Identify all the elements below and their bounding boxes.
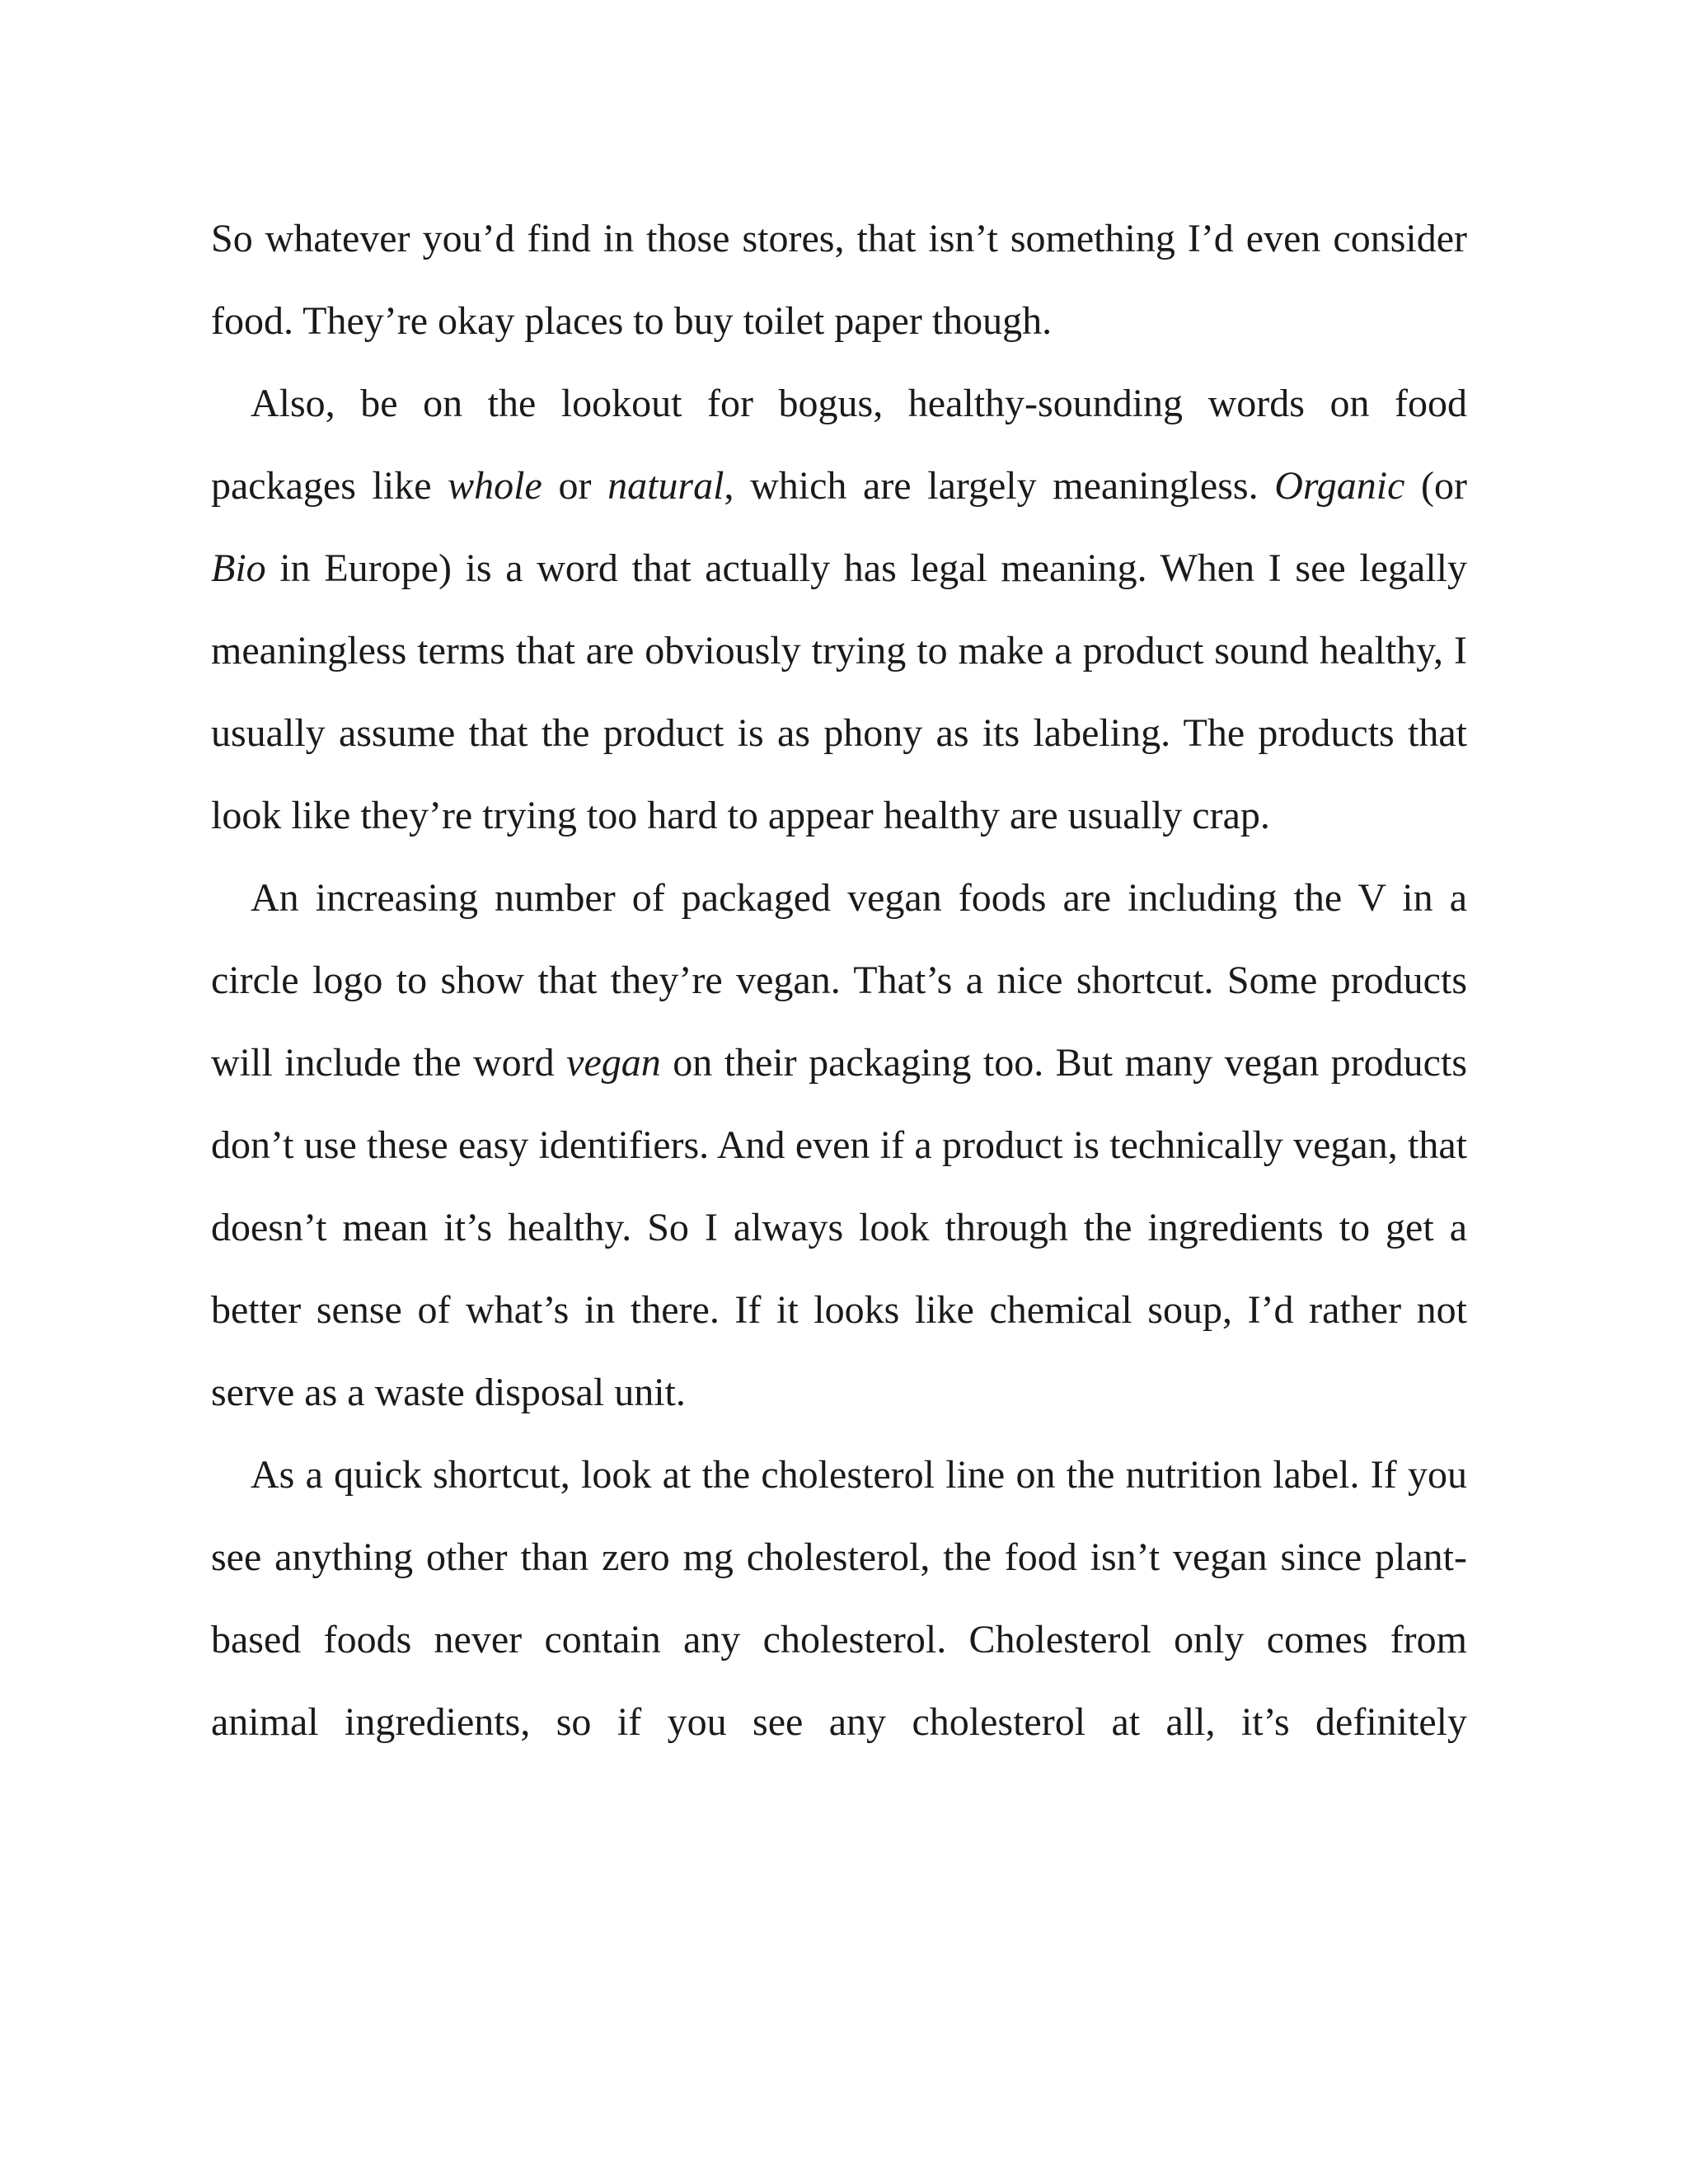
paragraph-bogus-labels (211, 363, 1467, 857)
italic-term-organic: Organic (1274, 464, 1405, 508)
text-run: on their packaging too. But many vegan products don’t use these easy identifiers. And even if a product is technically vegan, that doesn’t mean it’s healthy. So I always look through the ingredients to get a better sense of what’s in there. If it looks like chemical soup, I’d rather not serve as a waste disposal unit. (211, 1041, 1467, 1414)
text-run: Also, be on the lookout for bogus, healthy-sounding words on food packages like (211, 382, 1467, 508)
text-run: in Europe) is a word that actually has legal meaning. When I see legally meaningless terms that are obviously trying to make a product sound healthy, I usually assume that the product is as phony as its labeling. The products that look like they’re trying too hard to appear healthy are usually crap. (211, 546, 1467, 837)
italic-term-natural: natural (607, 464, 724, 508)
italic-term-vegan: vegan (566, 1041, 661, 1085)
paragraph-stores: So whatever you’d find in those stores, that isn’t something I’d even consider food. They’re okay places to buy toilet paper though. (211, 217, 1467, 343)
italic-term-whole: whole (448, 464, 542, 508)
italic-term-bio: Bio (211, 546, 266, 590)
paragraph-vegan-logo (211, 857, 1467, 1434)
document-page (211, 198, 1467, 1764)
text-run: or (542, 464, 608, 508)
text-run: An increasing number of packaged vegan foods are including the V in a circle logo to show that they’re vegan. That’s a nice shortcut. Some products will include the word (211, 876, 1467, 1085)
text-run: (or (1404, 464, 1468, 508)
paragraph-cholesterol: As a quick shortcut, look at the cholesterol line on the nutrition label. If you see anything other than zero mg cholesterol, the food isn’t vegan since plant-based foods never contain any cholesterol. Cholesterol only comes from animal ingredients, so if you see any cholesterol at all, it’s definitely (211, 1453, 1467, 1744)
text-run: , which are largely meaningless. (724, 464, 1275, 508)
